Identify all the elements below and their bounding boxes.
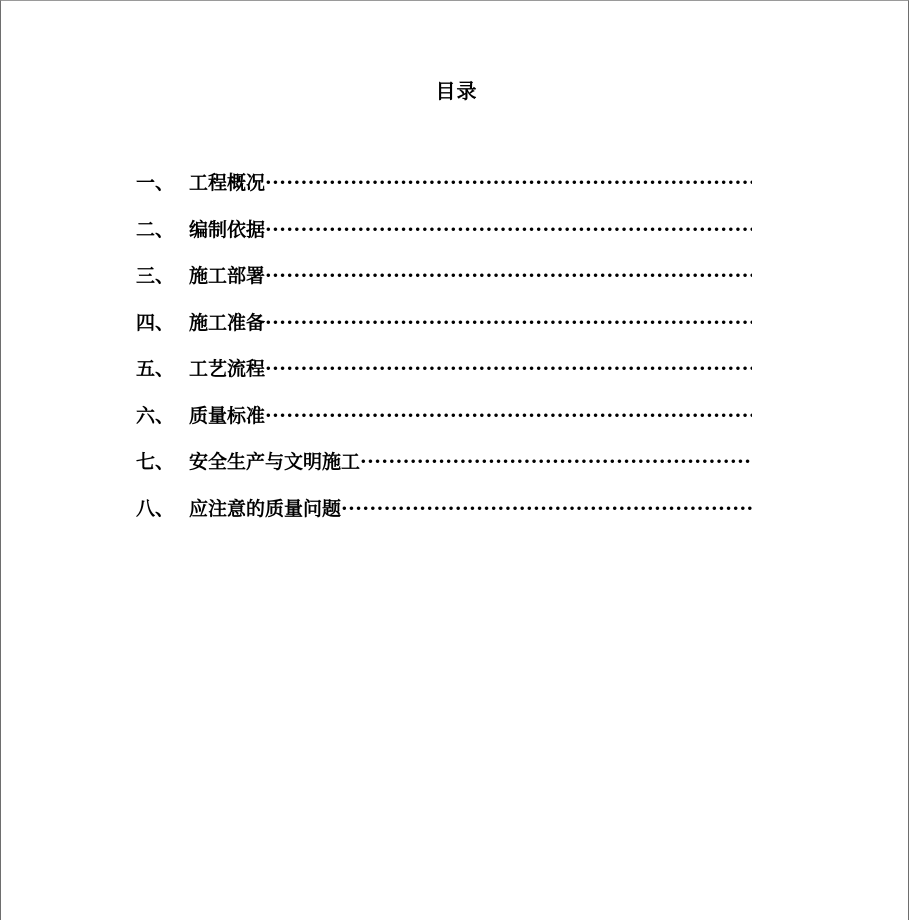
toc-dot-leader [265,219,752,241]
toc-entry-number: 七、 [136,451,175,473]
toc-entry-text: 施工准备 [189,311,266,334]
toc-entry-text: 工程概况 [189,172,266,194]
toc-dot-leader [341,498,752,520]
toc-dot-leader [265,358,752,380]
toc-entry-text: 安全生产与文明施工 [189,451,361,473]
toc-entry-text: 施工部署 [189,265,266,287]
toc-entry-8[interactable] [136,494,752,541]
toc-entry-5[interactable] [136,354,752,401]
toc-entry-number: 五、 [136,358,175,380]
toc-entry-text: 编制依据 [189,218,266,241]
toc-title: 目录 [435,79,478,103]
toc-entry-number: 二、 [136,218,175,241]
toc-entry-number: 六、 [136,404,175,427]
toc-entry-text: 工艺流程 [189,358,266,380]
toc-entry-3[interactable] [136,261,752,308]
toc-entry-1[interactable] [136,168,752,215]
toc-entry-7[interactable] [136,447,752,494]
toc-dot-leader [265,405,752,427]
toc-entry-text: 质量标准 [189,404,266,427]
toc-entry-text: 应注意的质量问题 [189,497,342,520]
toc-entry-6[interactable] [136,401,752,448]
toc-entry-number: 四、 [136,311,175,334]
toc-dot-leader [360,451,752,473]
toc-entry-number: 三、 [136,265,175,287]
toc-entry-4[interactable] [136,308,752,355]
toc-entry-number: 八、 [136,497,175,520]
toc-entry-2[interactable] [136,215,752,262]
toc-dot-leader [265,265,752,287]
toc-list [136,168,752,540]
toc-dot-leader [265,312,752,334]
toc-dot-leader [265,172,752,194]
toc-entry-number: 一、 [136,172,175,194]
